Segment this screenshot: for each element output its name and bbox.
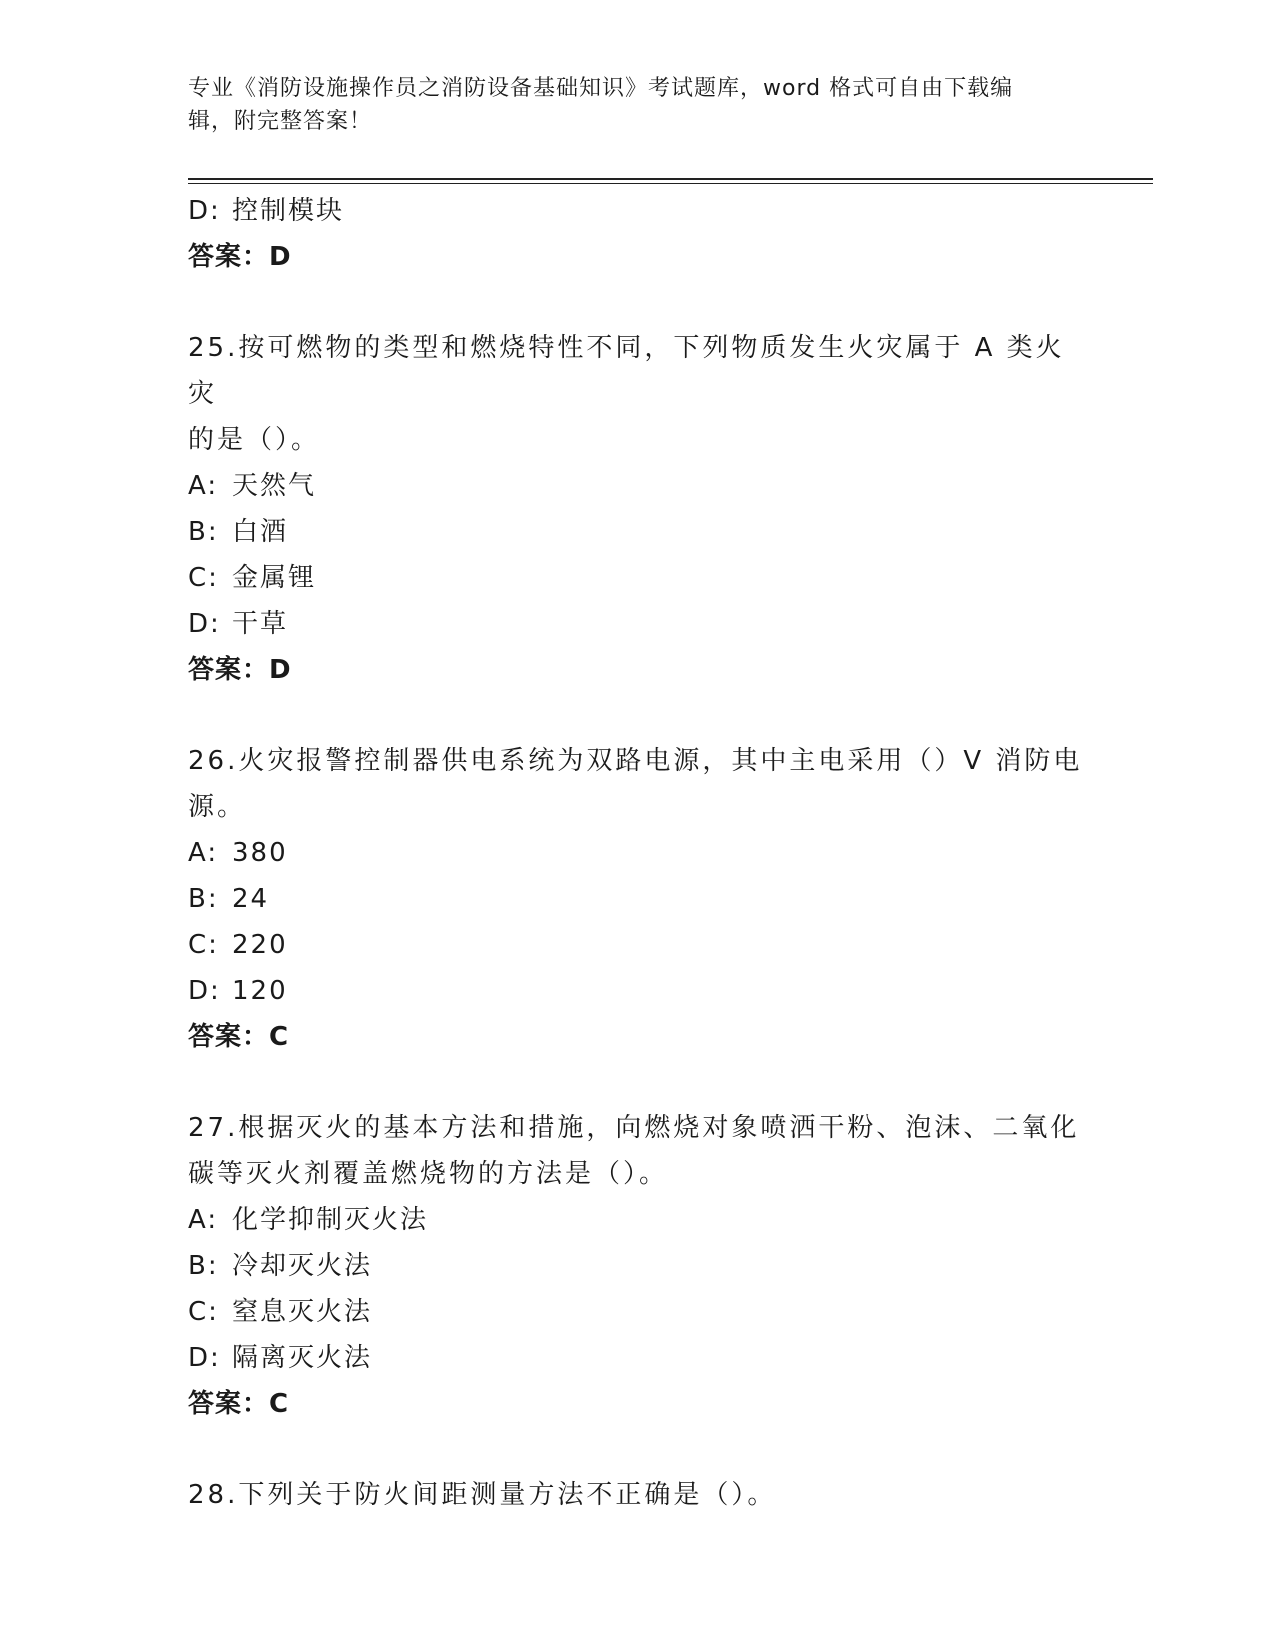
- answer-line: 答案：C: [188, 1022, 290, 1052]
- question-stem: [188, 738, 1088, 830]
- option-prefix: D:: [188, 976, 221, 1006]
- option-text: 冷却灭火法: [232, 1251, 373, 1281]
- option-a: [188, 830, 1088, 876]
- option-prefix: C:: [188, 1297, 219, 1327]
- option-text: 窒息灭火法: [232, 1297, 373, 1327]
- question-stem: [188, 1105, 1088, 1197]
- option-b: [188, 876, 1088, 922]
- option-d: [188, 188, 1088, 234]
- question-list: [188, 188, 1088, 1518]
- previous-question-tail: [188, 188, 1088, 280]
- option-c: [188, 1289, 1088, 1335]
- option-prefix: C:: [188, 563, 219, 593]
- question-26: [188, 738, 1088, 1060]
- option-text: 白酒: [232, 517, 289, 547]
- option-d: [188, 1335, 1088, 1381]
- option-b: [188, 1243, 1088, 1289]
- question-stem-line-2: 源。: [188, 792, 247, 822]
- question-stem-line-1: 28.下列关于防火间距测量方法不正确是（）。: [188, 1480, 777, 1510]
- option-text: 金属锂: [232, 563, 317, 593]
- option-prefix: A:: [188, 471, 219, 501]
- option-c: [188, 922, 1088, 968]
- option-text: 24: [232, 884, 270, 914]
- question-stem-line-2: 碳等灭火剂覆盖燃烧物的方法是（）。: [188, 1159, 669, 1189]
- header-divider: [188, 178, 1153, 180]
- answer-line: 答案：D: [188, 655, 292, 685]
- option-text: 380: [232, 838, 288, 868]
- question-stem-line-1: 25.按可燃物的类型和燃烧特性不同，下列物质发生火灾属于 A 类火灾: [188, 333, 1065, 409]
- question-27: [188, 1105, 1088, 1427]
- page-header: [188, 72, 1068, 138]
- question-stem: [188, 325, 1088, 463]
- option-c: [188, 555, 1088, 601]
- option-prefix: B:: [188, 517, 219, 547]
- option-text: 120: [232, 976, 288, 1006]
- option-text: 化学抑制灭火法: [232, 1205, 429, 1235]
- option-a: [188, 463, 1088, 509]
- answer-line: 答案：D: [188, 242, 292, 272]
- header-line-2: 辑，附完整答案！: [188, 109, 373, 134]
- option-prefix: A:: [188, 838, 219, 868]
- option-b: [188, 509, 1088, 555]
- option-d: [188, 601, 1088, 647]
- option-text: 干草: [232, 609, 289, 639]
- header-line-1: 专业《消防设施操作员之消防设备基础知识》考试题库，word 格式可自由下载编: [188, 76, 1014, 101]
- option-text: 220: [232, 930, 288, 960]
- option-prefix: C:: [188, 930, 219, 960]
- option-text: 控制模块: [232, 196, 345, 226]
- option-prefix: B:: [188, 1251, 219, 1281]
- answer-line: 答案：C: [188, 1389, 290, 1419]
- question-stem-line-2: 的是（）。: [188, 425, 321, 455]
- question-25: [188, 325, 1088, 693]
- option-prefix: D:: [188, 609, 221, 639]
- question-28: [188, 1472, 1088, 1518]
- option-a: [188, 1197, 1088, 1243]
- option-prefix: A:: [188, 1205, 219, 1235]
- option-prefix: D:: [188, 196, 221, 226]
- option-text: 隔离灭火法: [232, 1343, 373, 1373]
- question-stem-line-1: 27.根据灭火的基本方法和措施，向燃烧对象喷洒干粉、泡沫、二氧化: [188, 1113, 1080, 1143]
- header-divider-thin: [188, 183, 1153, 184]
- option-d: [188, 968, 1088, 1014]
- question-stem: [188, 1472, 1088, 1518]
- question-stem-line-1: 26.火灾报警控制器供电系统为双路电源，其中主电采用（）V 消防电: [188, 746, 1083, 776]
- option-text: 天然气: [232, 471, 317, 501]
- option-prefix: D:: [188, 1343, 221, 1373]
- option-prefix: B:: [188, 884, 219, 914]
